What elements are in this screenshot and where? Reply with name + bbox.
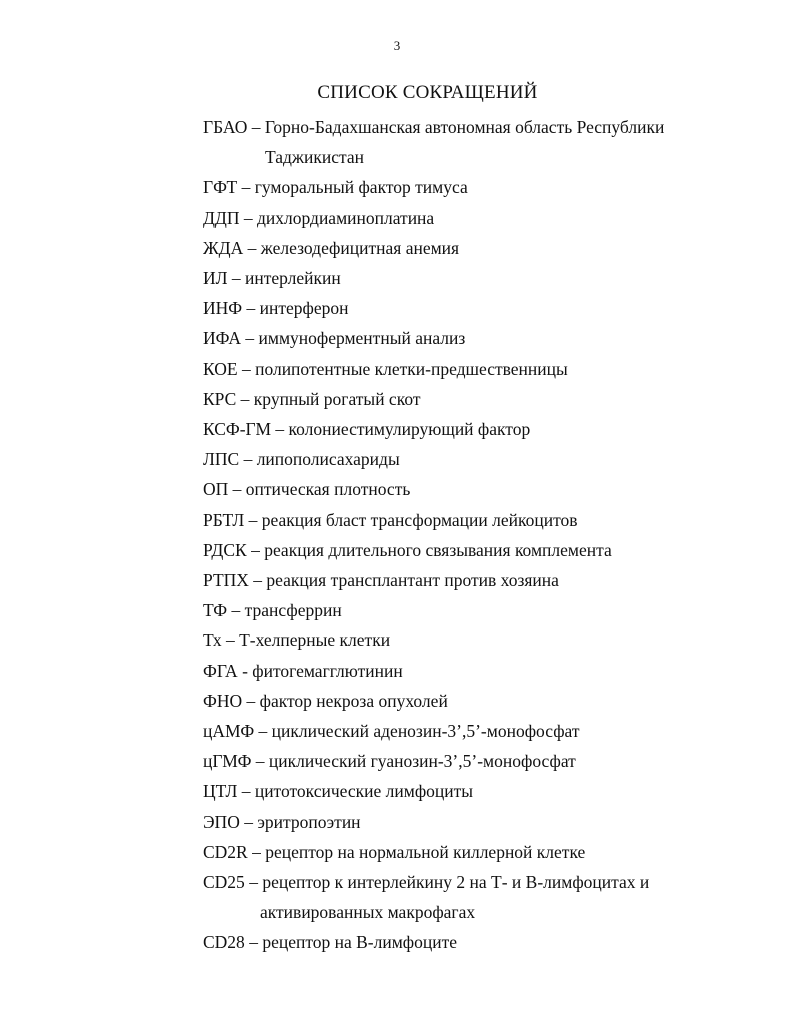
abbreviation-definition: Горно-Бадахшанская автономная область Республики	[264, 117, 665, 137]
abbreviation-entry	[203, 233, 763, 263]
abbreviation-term: цГМФ	[203, 751, 252, 772]
abbreviation-entry	[203, 474, 763, 504]
abbreviation-separator: –	[227, 268, 246, 289]
abbreviation-term: КОЕ	[203, 358, 238, 379]
abbreviation-separator: –	[244, 932, 263, 953]
abbreviation-term: цАМФ	[203, 721, 255, 742]
abbreviation-definition: железодефицитная анемия	[260, 237, 460, 258]
abbreviation-term: ЖДА	[203, 237, 244, 258]
abbreviation-entry	[203, 686, 763, 716]
abbreviation-entry	[203, 535, 763, 565]
abbreviation-term: ЦТЛ	[203, 781, 238, 802]
abbreviation-entry	[203, 323, 763, 353]
abbreviation-entry	[203, 867, 763, 927]
abbreviation-entry	[203, 807, 763, 837]
abbreviation-separator: –	[247, 117, 265, 137]
abbreviation-separator: –	[247, 841, 266, 862]
abbreviation-definition: рецептор на В-лимфоците	[262, 932, 458, 953]
abbreviation-term: ДДП	[203, 207, 240, 228]
abbreviation-term: ФНО	[203, 690, 243, 711]
abbreviation-entry	[203, 384, 763, 414]
abbreviation-definition: полипотентные клетки-предшественницы	[255, 358, 568, 379]
abbreviation-definition: гуморальный фактор тимуса	[254, 177, 468, 198]
abbreviation-definition: липополисахариды	[256, 449, 400, 470]
abbreviation-term: ИНФ	[203, 298, 243, 319]
abbreviation-definition: эритропоэтин	[257, 811, 361, 832]
abbreviation-entry	[203, 112, 763, 172]
abbreviation-definition: рецептор к интерлейкину 2 на Т- и В-лимфоцитах и	[262, 872, 650, 893]
abbreviation-definition: фитогемагглютинин	[252, 660, 403, 681]
abbreviation-separator: -	[237, 660, 253, 681]
page-number: 3	[393, 38, 401, 53]
abbreviation-definition: фактор некроза опухолей	[259, 690, 448, 711]
abbreviation-term: ТФ	[203, 600, 228, 621]
abbreviation-term: РБТЛ	[203, 509, 245, 530]
abbreviation-definition: дихлордиаминоплатина	[257, 207, 435, 228]
abbreviation-separator: –	[237, 781, 255, 802]
abbreviation-term: ИЛ	[203, 268, 228, 289]
abbreviation-separator: –	[248, 570, 267, 591]
abbreviation-separator: –	[237, 358, 256, 379]
abbreviation-entry	[203, 837, 763, 867]
abbreviation-term: КСФ-ГМ	[203, 419, 272, 440]
abbreviation-entry	[203, 595, 763, 625]
abbreviation-definition: цитотоксические лимфоциты	[254, 781, 474, 802]
abbreviation-entry	[203, 927, 763, 957]
abbreviation-entry	[203, 414, 763, 444]
abbreviation-separator: –	[244, 509, 262, 530]
abbreviation-term: ЛПС	[203, 449, 240, 470]
abbreviation-separator: –	[242, 298, 260, 319]
abbreviation-entry	[203, 746, 763, 776]
abbreviation-definition: трансферрин	[244, 600, 342, 621]
abbreviation-definition: крупный рогатый скот	[253, 388, 421, 409]
abbreviation-list	[203, 112, 763, 958]
abbreviation-definition: реакция длительного связывания комплемента	[264, 539, 612, 560]
abbreviation-entry	[203, 263, 763, 293]
abbreviation-separator: –	[227, 600, 245, 621]
abbreviation-separator: –	[251, 751, 269, 772]
abbreviation-term: CD2R	[203, 841, 248, 862]
abbreviation-definition: интерлейкин	[245, 268, 341, 289]
abbreviation-definition: оптическая плотность	[245, 479, 411, 500]
abbreviation-entry	[203, 656, 763, 686]
abbreviation-separator: –	[239, 449, 257, 470]
abbreviation-separator: –	[254, 721, 272, 742]
abbreviation-separator: –	[239, 811, 258, 832]
abbreviation-definition-continuation: Таджикистан	[265, 147, 365, 168]
abbreviation-entry	[203, 444, 763, 474]
abbreviation-definition: интерферон	[259, 298, 349, 319]
page-title: СПИСОК СОКРАЩЕНИЙ	[317, 82, 538, 103]
abbreviation-definition: рецептор на нормальной киллерной клетке	[265, 841, 586, 862]
abbreviation-term: ЭПО	[203, 811, 240, 832]
abbreviation-separator: –	[237, 177, 255, 198]
abbreviation-separator: –	[221, 630, 240, 651]
abbreviation-term: РДСК	[203, 539, 247, 560]
abbreviation-term: Тх	[203, 630, 222, 651]
abbreviation-term: ФГА	[203, 660, 238, 681]
abbreviation-definition: реакция бласт трансформации лейкоцитов	[261, 509, 578, 530]
abbreviation-separator: –	[241, 328, 259, 349]
abbreviation-term: ОП	[203, 479, 229, 500]
abbreviation-term: РТПХ	[203, 570, 249, 591]
abbreviation-entry	[203, 565, 763, 595]
abbreviation-definition: реакция трансплантант против хозяина	[266, 570, 559, 591]
abbreviation-term: ИФА	[203, 328, 241, 349]
abbreviation-separator: –	[271, 419, 289, 440]
abbreviation-separator: –	[243, 237, 261, 258]
abbreviation-term: КРС	[203, 388, 237, 409]
abbreviation-entry	[203, 293, 763, 323]
abbreviation-entry	[203, 203, 763, 233]
abbreviation-definition: иммуноферментный анализ	[258, 328, 466, 349]
abbreviation-separator: –	[244, 872, 263, 893]
abbreviation-term: ГБАО	[203, 117, 248, 137]
abbreviation-separator: –	[246, 539, 265, 560]
abbreviation-entry	[203, 505, 763, 535]
abbreviation-definition: циклический аденозин-3’,5’-монофосфат	[271, 721, 580, 742]
abbreviation-definition: Т-хелперные клетки	[239, 630, 391, 651]
abbreviation-separator: –	[228, 479, 246, 500]
abbreviation-entry	[203, 172, 763, 202]
abbreviation-separator: –	[236, 388, 254, 409]
abbreviation-term: CD28	[203, 932, 245, 953]
abbreviation-definition: колониестимулирующий фактор	[288, 419, 531, 440]
abbreviation-entry	[203, 625, 763, 655]
abbreviation-entry	[203, 716, 763, 746]
abbreviation-entry	[203, 354, 763, 384]
abbreviation-definition: циклический гуанозин-3’,5’-монофосфат	[268, 751, 576, 772]
abbreviation-entry	[203, 776, 763, 806]
abbreviation-definition-continuation: активированных макрофагах	[260, 902, 476, 923]
abbreviation-separator: –	[239, 207, 258, 228]
abbreviation-term: ГФТ	[203, 177, 238, 198]
abbreviation-separator: –	[242, 690, 260, 711]
abbreviation-term: CD25	[203, 872, 245, 893]
